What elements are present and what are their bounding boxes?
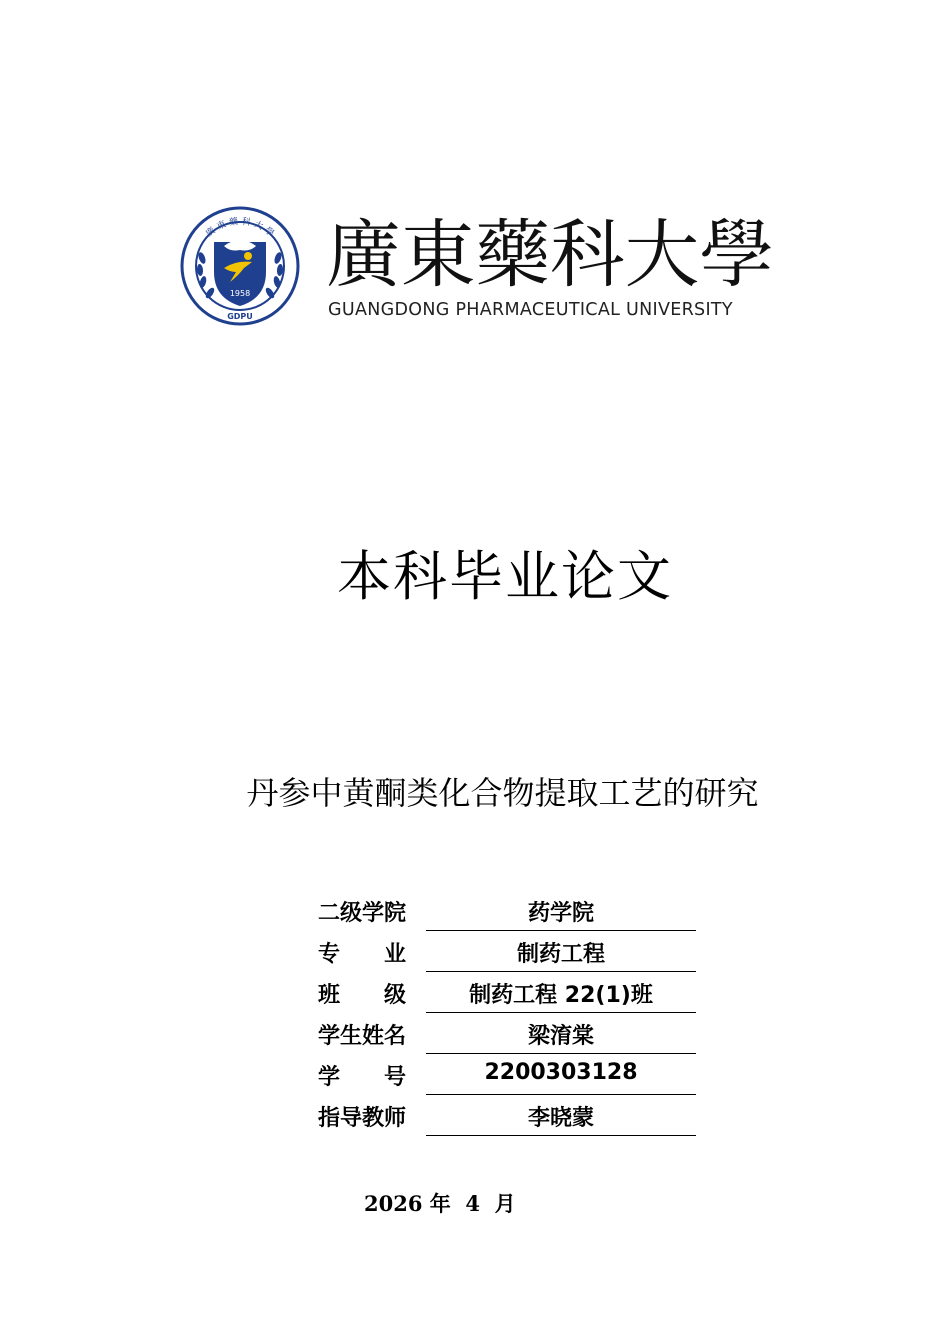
seal-ring-text: 廣 東 藥 科 大 學 [204,217,276,240]
info-value: 药学院 [527,901,594,926]
university-header [180,204,780,328]
info-row-class [316,972,696,1013]
thesis-title: 丹参中黄酮类化合物提取工艺的研究 [246,774,759,812]
seal-year: 1958 [229,289,251,298]
info-label: 二级学院 [318,901,407,926]
info-row-student-id [316,1054,696,1095]
info-label: 指导教师 [318,1106,407,1131]
info-value: 梁淯棠 [527,1024,594,1049]
submission-date: 2026 年 4 月 [364,1191,516,1216]
university-name-cn [326,204,776,296]
info-value: 李晓蒙 [527,1106,594,1131]
info-label: 学 号 [318,1065,407,1090]
svg-text:廣東藥科大學: 廣東藥科大學 [326,212,774,296]
info-row-major [316,931,696,972]
info-label: 专 业 [318,942,407,967]
underline [426,1135,696,1136]
document-type-title: 本科毕业论文 [337,545,673,608]
info-value: 制药工程 22(1)班 [469,983,653,1008]
university-seal-icon [180,206,300,326]
student-info-table [316,890,696,1136]
info-row-advisor [316,1095,696,1136]
info-value: 制药工程 [516,942,605,967]
university-name-en: GUANGDONG PHARMACEUTICAL UNIVERSITY [328,300,733,320]
info-row-college [316,890,696,931]
seal-abbr: GDPU [227,312,253,321]
info-row-student-name [316,1013,696,1054]
info-label: 班 级 [318,983,407,1008]
info-value: 2200303128 [484,1060,638,1085]
info-label: 学生姓名 [318,1024,407,1049]
